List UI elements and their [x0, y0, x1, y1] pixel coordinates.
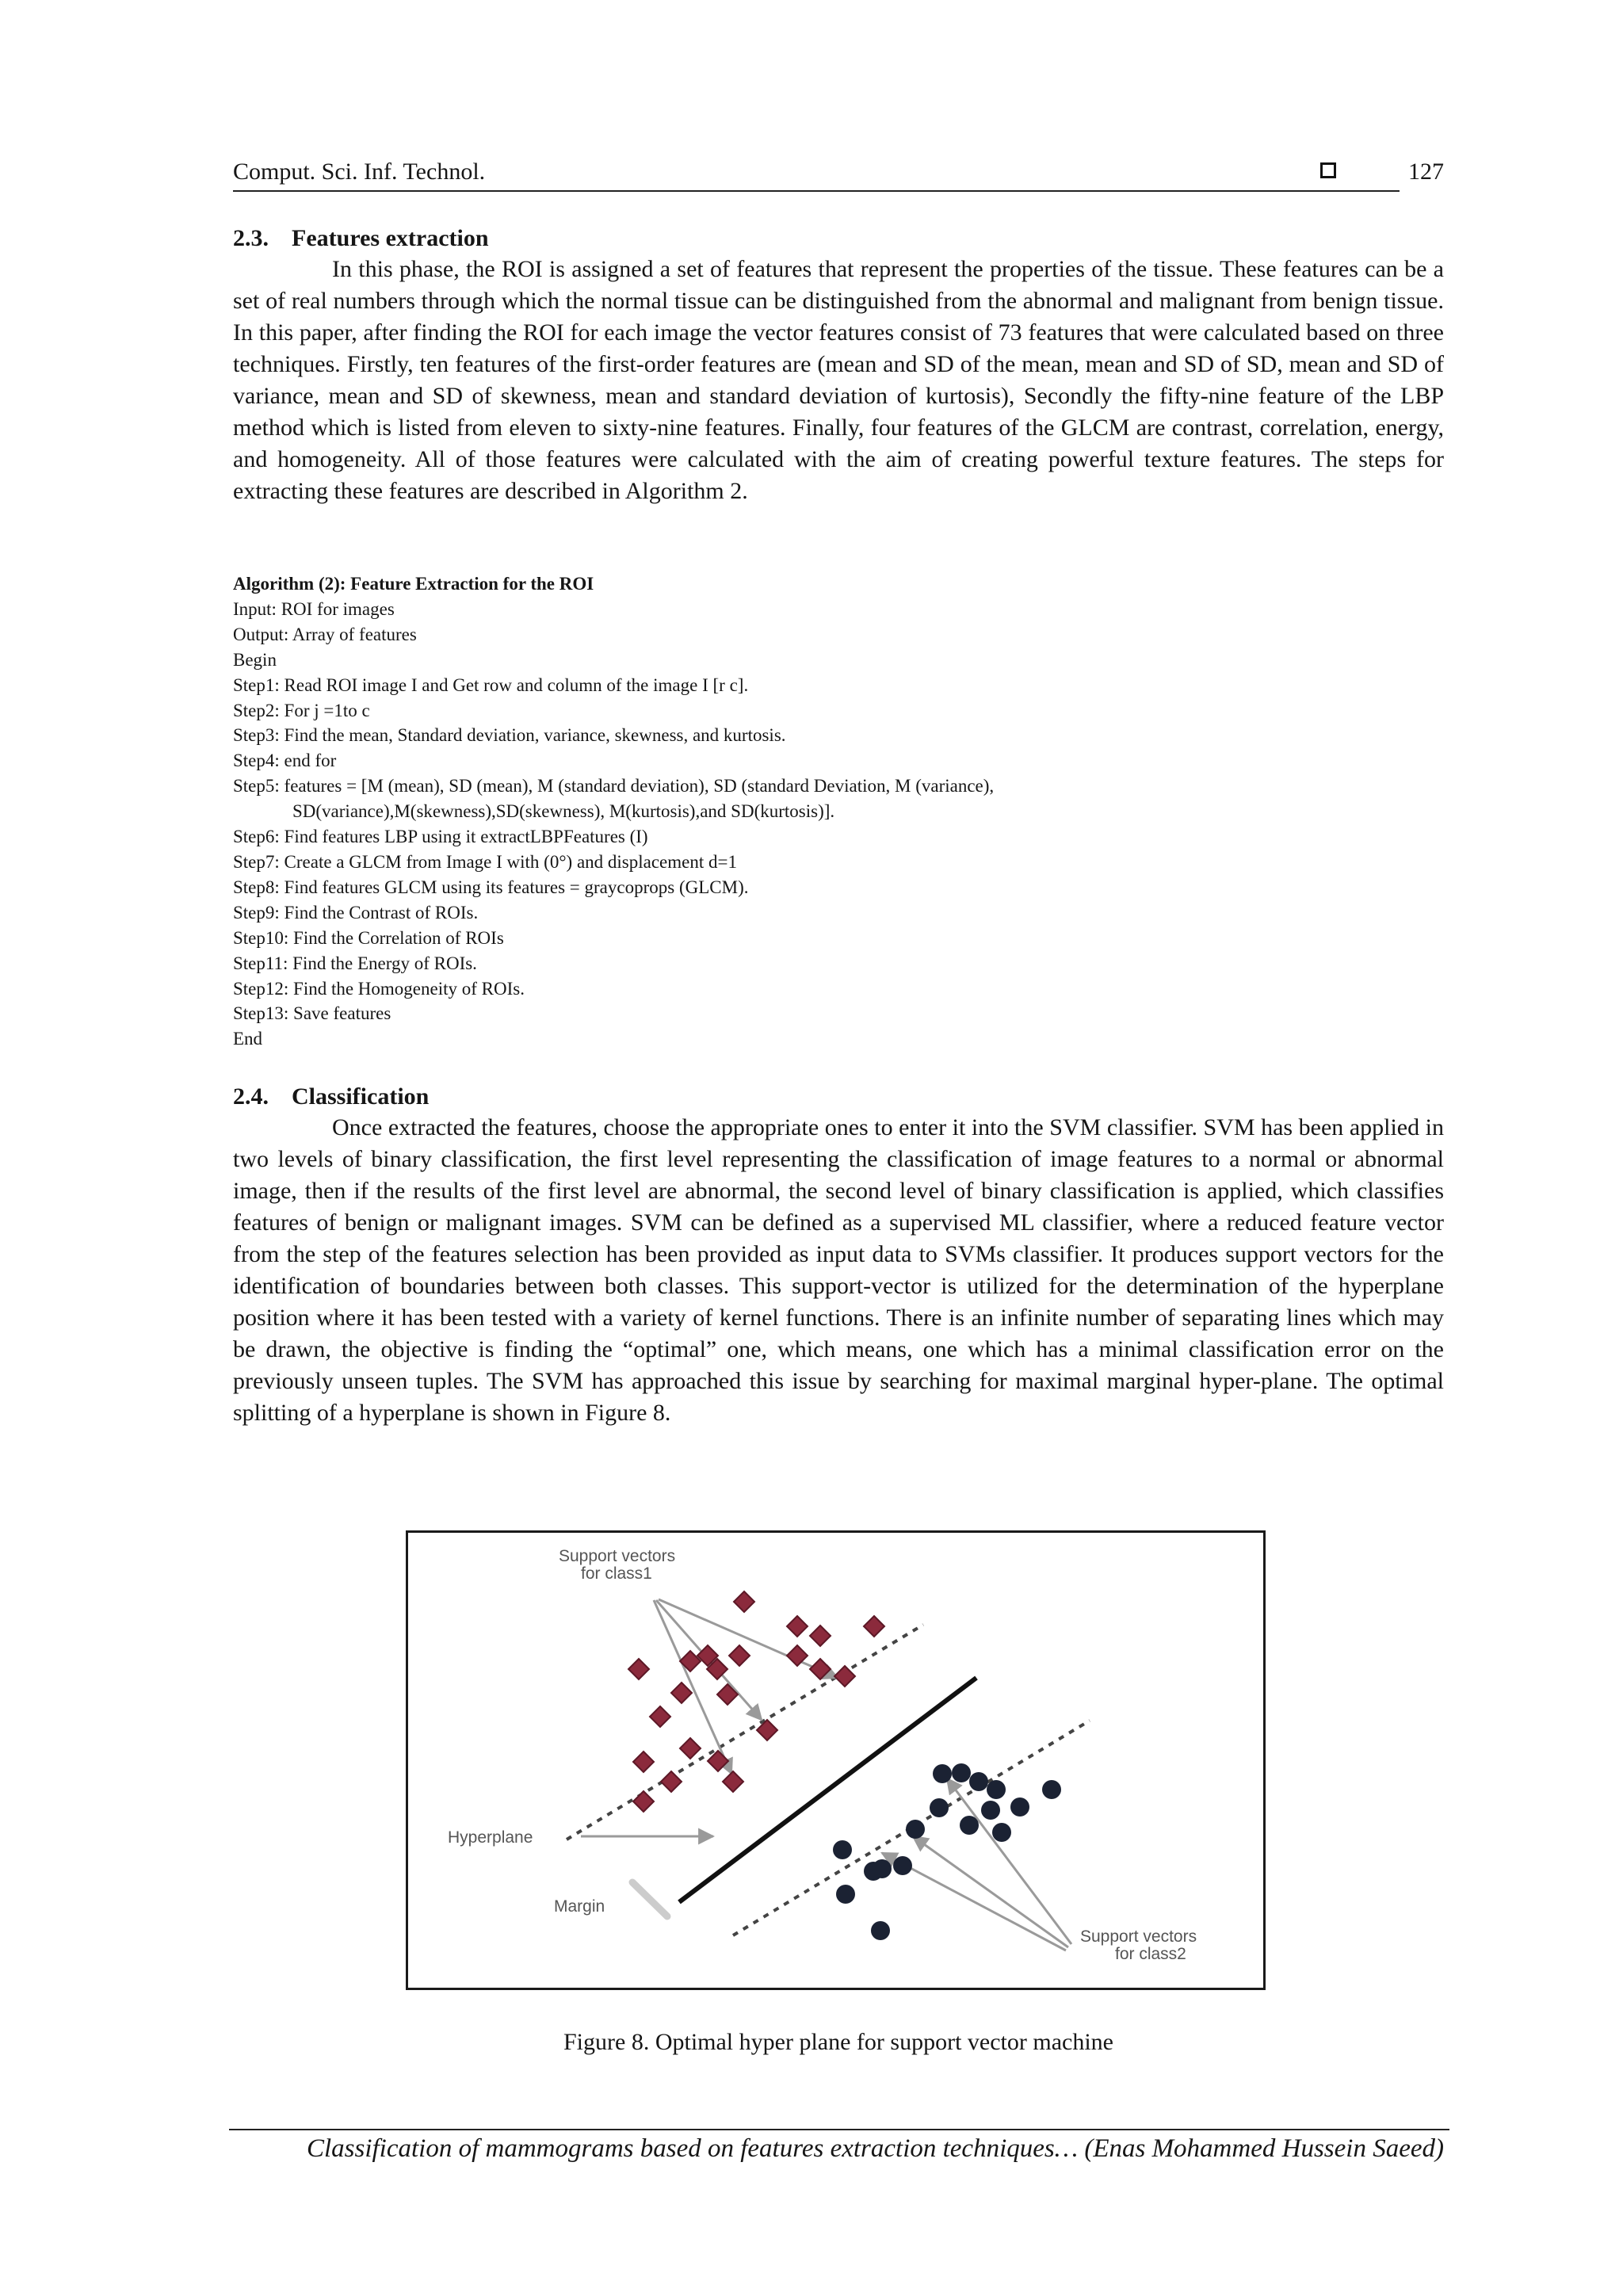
algorithm-line: Output: Array of features	[233, 624, 417, 644]
class1-point	[661, 1771, 682, 1792]
algorithm-line: Step2: For j =1to c	[233, 700, 370, 720]
class1-point	[633, 1791, 654, 1812]
algorithm-line: Begin	[233, 649, 277, 670]
text-line: features can be a set of real numbers through which the normal tissue can be distinguished from the abnormal	[233, 256, 1445, 314]
algorithm-line: Step7: Create a GLCM from Image I with (0°) and displacement d=1	[233, 851, 737, 872]
label-sv-class1-line2: for class1	[581, 1564, 652, 1583]
text-line: be drawn, the objective is finding the “optimal” one, which means, one which has a minimal classification	[233, 1336, 1314, 1362]
class2-support-vector	[833, 1840, 852, 1859]
class2-point	[836, 1885, 855, 1904]
class1-point	[787, 1616, 808, 1637]
class2-point	[969, 1772, 988, 1791]
class1-point	[810, 1626, 831, 1646]
running-header	[233, 157, 1444, 190]
algorithm-line: Step9: Find the Contrast of ROIs.	[233, 902, 479, 923]
text-line: steps for extracting these features are described in Algorithm 2.	[233, 446, 1445, 504]
text-line: of 73 features that were calculated based on three techniques. Firstly, ten features of the first-order features are	[233, 319, 1444, 377]
class2-point	[992, 1823, 1011, 1842]
journal-name: Comput. Sci. Inf. Technol.	[233, 159, 486, 185]
page-number: 127	[1408, 159, 1444, 185]
class2-point	[1010, 1797, 1029, 1817]
class2-point	[1042, 1780, 1061, 1799]
text-line: homogeneity. All of those features were calculated with the aim of creating powerful texture features. The	[277, 446, 1349, 472]
algorithm-line: Step8: Find features GLCM using its features = graycoprops (GLCM).	[233, 877, 749, 897]
algorithm-line: Step4: end for	[233, 751, 337, 771]
text-line: and malignant from benign tissue. In this paper, after finding the ROI for each image the vector features consist	[233, 288, 1444, 346]
text-line: hyper-plane. The optimal splitting of a hyperplane is shown in Figure 8.	[233, 1368, 1445, 1426]
algorithm-line: Step1: Read ROI image I and Get row and column of the image I [r c].	[233, 674, 749, 695]
paragraph-classification	[233, 1112, 1444, 1429]
class1-point	[810, 1659, 831, 1679]
text-line: provided as input data to SVMs classifier. It produces support vectors for the identification of boundaries	[233, 1241, 1445, 1299]
algorithm-line: Input: ROI for images	[233, 598, 395, 619]
algorithm-title: Algorithm (2): Feature Extraction for the ROI	[233, 574, 594, 594]
class1-point	[717, 1684, 738, 1705]
class2-support-vectors	[833, 1764, 952, 1878]
figure-svm-hyperplane	[406, 1530, 1266, 1990]
class2-support-vector	[933, 1764, 952, 1783]
algorithm-line: Step11: Find the Energy of ROIs.	[233, 953, 477, 973]
class2-point	[906, 1820, 925, 1839]
section-title: Features extraction	[292, 225, 489, 251]
svm-diagram	[408, 1533, 1263, 1988]
class1-support-vector	[834, 1666, 855, 1687]
section-heading-classification	[233, 1082, 429, 1112]
class2-support-vector	[873, 1859, 892, 1878]
text-line: (mean and SD of the mean, mean and SD of SD, mean and SD of variance, mean and SD of skewness, mean	[233, 351, 1445, 409]
algorithm-line: Step12: Find the Homogeneity of ROIs.	[233, 978, 525, 999]
header-rule	[233, 190, 1400, 192]
class1-point	[628, 1659, 649, 1679]
algorithm-line: Step10: Find the Correlation of ROIs	[233, 927, 504, 948]
label-margin: Margin	[554, 1897, 605, 1916]
class2-point	[930, 1798, 949, 1817]
algorithm-line: SD(variance),M(skewness),SD(skewness), M(kurtosis),and SD(kurtosis)].	[292, 801, 835, 822]
section-number: 2.3.	[233, 225, 269, 251]
class2-point	[960, 1816, 979, 1835]
text-line: eleven to sixty-nine features. Finally, four features of the GLCM are contrast, correlation, energy, and	[233, 415, 1444, 472]
text-line: binary classification is applied, which classifies features of benign or malignant images. SVM can be defined	[233, 1178, 1444, 1236]
class2-point	[981, 1801, 1000, 1820]
footer-rule	[229, 2129, 1449, 2130]
text-line: been applied in two levels of binary classification, the first level representing the classification of image	[233, 1114, 1445, 1172]
class1-support-vector	[757, 1720, 777, 1740]
algorithm-line: Step13: Save features	[233, 1003, 391, 1024]
section-title: Classification	[292, 1083, 430, 1110]
class1-point	[680, 1738, 701, 1759]
text-line: has been tested with a variety of kernel functions. There is an infinite number of separating lines which may	[401, 1305, 1444, 1331]
class2-point	[871, 1921, 890, 1940]
class1-support-vectors	[633, 1666, 855, 1812]
class1-point	[734, 1591, 754, 1612]
class2-points	[836, 1763, 1061, 1940]
text-line: and standard deviation of kurtosis), Secondly the fifty-nine feature of the LBP method which is listed from	[233, 383, 1445, 441]
hyperplane-line	[679, 1678, 976, 1902]
label-sv-class1-line1: Support vectors	[559, 1547, 676, 1565]
square-icon	[1320, 162, 1336, 178]
text-line: In this phase, the ROI is assigned a set of features that represent the properties of the tissue. These	[332, 256, 1277, 282]
label-hyperplane: Hyperplane	[448, 1828, 533, 1847]
text-line: Once extracted the features, choose the appropriate ones to enter it into the SVM classifier. SVM has	[332, 1114, 1293, 1140]
text-line: as a supervised ML classifier, where a reduced feature vector from the step of the features selection has been	[233, 1209, 1444, 1267]
class2-point	[952, 1763, 971, 1782]
class2-point	[893, 1856, 912, 1875]
class2-point	[987, 1780, 1006, 1799]
class1-point	[864, 1616, 884, 1637]
running-footer: Classification of mammograms based on features extraction techniques… (Enas Mohammed Hussein Saeed)	[306, 2134, 1444, 2163]
label-sv-class2-line2: for class2	[1115, 1945, 1186, 1963]
algorithm-line: Step3: Find the mean, Standard deviation, variance, skewness, and kurtosis.	[233, 725, 786, 746]
algorithm-line: End	[233, 1029, 263, 1049]
section-number: 2.4.	[233, 1083, 269, 1110]
algorithm-line: Step5: features = [M (mean), SD (mean), M (standard deviation), SD (standard Deviation, M (variance),	[233, 776, 995, 797]
figure-caption: Figure 8. Optimal hyper plane for support vector machine	[563, 2029, 1113, 2055]
text-line: between both classes. This support-vector is utilized for the determination of the hyperplane position where it	[233, 1273, 1444, 1331]
class1-point	[671, 1683, 692, 1703]
paragraph-features-extraction	[233, 254, 1444, 507]
arrow-sv2-b	[913, 1836, 1068, 1947]
text-line: error on the previously unseen tuples. The SVM has approached this issue by searching for maximal marginal	[233, 1336, 1444, 1394]
label-sv-class2-line1: Support vectors	[1080, 1927, 1197, 1946]
class1-support-vector	[723, 1771, 743, 1792]
algorithm-block	[233, 571, 1444, 1052]
algorithm-line: Step6: Find features LBP using it extractLBPFeatures (I)	[233, 827, 648, 847]
margin-indicator	[632, 1882, 667, 1916]
class1-point	[729, 1645, 750, 1666]
class1-point	[650, 1706, 670, 1727]
text-line: features to a normal or abnormal image, then if the results of the first level are abnormal, the second level of	[233, 1146, 1445, 1204]
section-heading-features-extraction	[233, 223, 489, 254]
class1-point	[633, 1752, 654, 1772]
